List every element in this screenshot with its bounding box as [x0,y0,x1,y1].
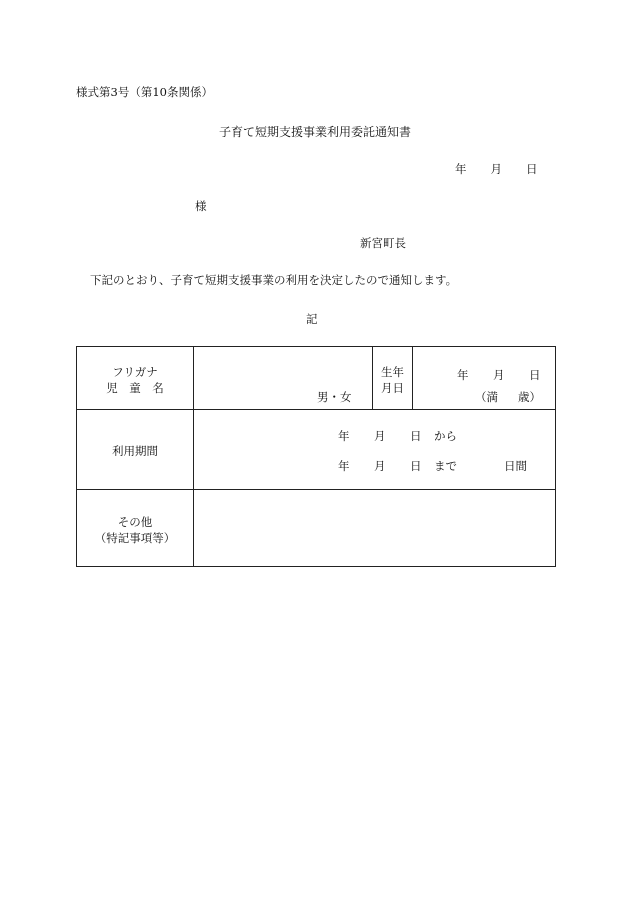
period-to-day: 日 [410,459,422,473]
gender-options[interactable]: 男・女 [317,390,352,404]
issue-date-month: 月 [490,162,502,176]
period-to-year: 年 [338,459,350,473]
issue-date-year: 年 [455,162,467,176]
other-notes-field[interactable] [194,490,555,566]
column-divider [412,347,413,409]
period-from-year: 年 [338,429,350,443]
ki-label: 記 [306,312,318,326]
other-notes-label: その他 [117,515,153,529]
birth-day: 日 [529,368,541,382]
birth-year: 年 [457,368,469,382]
document-title: 子育て短期支援事業利用委託通知書 [218,125,411,139]
form-number: 様式第3号（第10条関係） [76,85,213,99]
period-from-suffix: から [434,429,457,443]
period-days-unit: 日間 [504,459,527,473]
period-to-suffix: まで [434,459,457,473]
row-divider [77,409,555,410]
period-from-month: 月 [374,429,386,443]
period-from-day: 日 [410,429,422,443]
addressee-honorific: 様 [195,199,207,213]
period-to-month: 月 [374,459,386,473]
furigana-label: フリガナ [112,365,158,379]
sender-name: 新宮町長 [360,236,406,250]
usage-period-label: 利用期間 [112,444,158,458]
child-name-field[interactable] [194,348,372,388]
age-open: （満 [475,390,498,404]
birthdate-label: 月日 [381,381,404,395]
birth-month: 月 [493,368,505,382]
notification-table [76,346,556,567]
other-notes-label: （特記事項等） [94,531,176,545]
issue-date-line [455,161,538,177]
birthdate-label: 生年 [381,365,404,379]
age-close: 歳） [518,390,541,404]
child-name-label: 児 童 名 [106,381,164,395]
issue-date-day: 日 [526,162,538,176]
body-text: 下記のとおり、子育て短期支援事業の利用を決定したので通知します。 [90,273,458,287]
